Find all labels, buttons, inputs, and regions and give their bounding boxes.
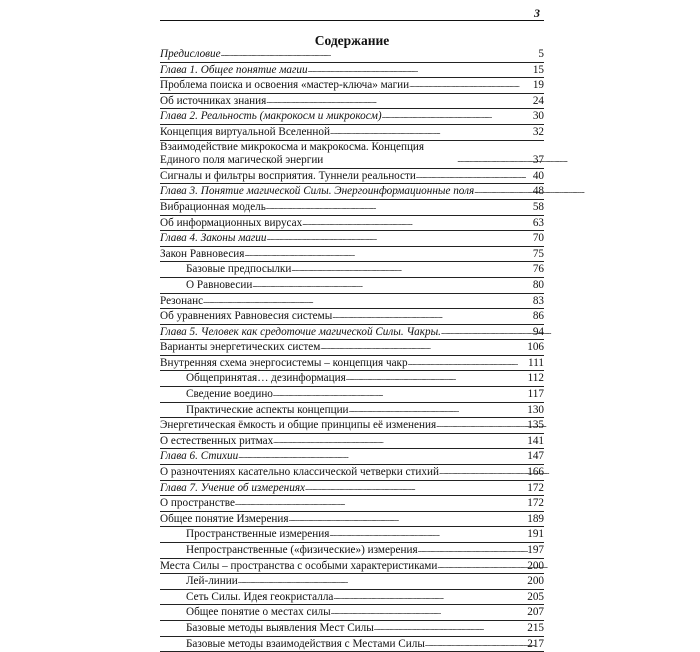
toc-entry-title: Об информационных вирусах <box>160 216 303 229</box>
toc-entry-title: Пространственные измерения <box>186 528 330 541</box>
toc-entry[interactable] <box>160 309 544 325</box>
toc-entry-title: Закон Равновесия <box>160 247 245 260</box>
header-rule <box>160 20 544 21</box>
toc-page-number: 172 <box>527 481 544 494</box>
toc-chapter-entry[interactable] <box>160 109 544 125</box>
toc-entry-title: Глава 2. Реальность (макрокосм и микрокосм) <box>160 110 382 123</box>
toc-entry[interactable] <box>160 371 544 387</box>
toc-entry[interactable] <box>160 216 544 232</box>
toc-page-number: 200 <box>527 559 544 572</box>
toc-dot-leader <box>244 247 532 262</box>
toc-dot-leader <box>238 449 527 464</box>
toc-entry-title: Взаимодействие микрокосма и макрокосма. Концепция Единого поля магической энергии <box>160 140 425 167</box>
toc-page-number: 70 <box>532 232 544 245</box>
toc-page-number: 86 <box>532 310 544 323</box>
toc-entry-title: Глава 1. Общее понятие магии <box>160 63 308 76</box>
toc-entry-title: Вибрационная модель <box>160 200 266 213</box>
toc-page-number: 130 <box>527 403 544 416</box>
toc-entry-title: Внутренняя схема энергосистемы – концепция чакр <box>160 356 408 369</box>
toc-dot-leader <box>408 356 528 371</box>
toc-page-number: 24 <box>532 94 544 107</box>
toc-dot-leader <box>437 559 527 574</box>
toc-entry-title: Глава 5. Человек как средоточие магической Силы. Чакры. <box>160 325 441 338</box>
toc-entry[interactable] <box>160 141 544 169</box>
toc-dot-leader <box>329 527 527 542</box>
toc-dot-leader <box>333 590 527 605</box>
toc-page-number: 37 <box>532 154 544 167</box>
toc-dot-leader <box>266 231 532 246</box>
toc-entry-title: Глава 7. Учение об измерениях <box>160 481 305 494</box>
toc-dot-leader <box>238 574 527 589</box>
toc-page-number: 48 <box>532 185 544 198</box>
toc-entry[interactable] <box>160 262 544 278</box>
toc-entry-title: О естественных ритмах <box>160 434 274 447</box>
toc-dot-leader <box>330 125 533 140</box>
toc-entry-title: Непространственные («физические») измерения <box>186 544 418 556</box>
toc-page-number: 76 <box>532 263 544 276</box>
toc-entry-title: Глава 3. Понятие магической Силы. Энергоинформационные поля <box>160 185 475 198</box>
toc-entry-title: Общепринятая… дезинформация <box>186 372 346 385</box>
toc-dot-leader <box>331 605 528 620</box>
toc-dot-leader <box>289 512 528 527</box>
page-number: 3 <box>534 6 540 20</box>
toc-entry-title: Базовые предпосылки <box>186 263 292 276</box>
toc-entry[interactable] <box>160 543 544 559</box>
toc-page-number: 189 <box>527 512 544 525</box>
toc-page-number: 217 <box>527 637 544 650</box>
toc-entry-title: Лей-линии <box>186 575 238 588</box>
toc-chapter-entry[interactable] <box>160 325 544 341</box>
toc-dot-leader <box>382 109 533 124</box>
toc-entry[interactable] <box>160 387 544 403</box>
toc-page-number: 141 <box>527 434 544 447</box>
toc-dot-leader <box>320 340 527 355</box>
toc-entry-title: Сигналы и фильтры восприятия. Туннели реальности <box>160 169 416 182</box>
toc-entry[interactable] <box>160 125 544 141</box>
toc-entry[interactable] <box>160 340 544 356</box>
toc-entry-title: Предисловие <box>160 48 221 60</box>
toc-entry-title: Об источниках знания <box>160 94 267 107</box>
toc-page-number: 147 <box>527 450 544 463</box>
toc-dot-leader <box>273 434 527 449</box>
toc-page-number: 191 <box>527 528 544 541</box>
toc-page-number: 63 <box>532 216 544 229</box>
toc-page-number: 197 <box>527 544 544 556</box>
toc-page-number: 83 <box>532 294 544 307</box>
toc-page-number: 215 <box>527 621 544 634</box>
toc-entry-title: Резонанс <box>160 294 204 307</box>
table-of-contents <box>160 47 544 652</box>
toc-dot-leader <box>252 278 532 293</box>
toc-page-number: 117 <box>527 388 544 401</box>
toc-dot-leader <box>221 47 539 62</box>
toc-page-number: 205 <box>527 590 544 603</box>
toc-chapter-entry[interactable] <box>160 47 544 63</box>
toc-entry[interactable] <box>160 496 544 512</box>
toc-page-number: 19 <box>532 79 544 92</box>
toc-dot-leader <box>203 294 533 309</box>
toc-page-number: 112 <box>527 372 544 385</box>
toc-dot-leader <box>436 418 527 433</box>
toc-entry[interactable] <box>160 418 544 434</box>
toc-entry-title: Сведение воедино <box>186 388 273 401</box>
toc-dot-leader <box>305 481 527 496</box>
toc-dot-leader <box>457 153 533 168</box>
toc-dot-leader <box>266 200 533 215</box>
toc-entry-title: Практические аспекты концепции <box>186 403 349 416</box>
toc-chapter-entry[interactable] <box>160 184 544 200</box>
toc-entry[interactable] <box>160 605 544 621</box>
toc-entry-title: О разночтениях касательно классической четверки стихий <box>160 466 439 479</box>
toc-page-number: 166 <box>527 466 544 479</box>
toc-page-number: 106 <box>527 341 544 354</box>
toc-entry[interactable] <box>160 434 544 450</box>
toc-entry[interactable] <box>160 637 544 652</box>
toc-chapter-entry[interactable] <box>160 63 544 79</box>
toc-page-number: 200 <box>527 575 544 588</box>
toc-entry[interactable] <box>160 247 544 263</box>
toc-dot-leader <box>416 169 533 184</box>
toc-entry-title: Концепция виртуальной Вселенной <box>160 125 330 138</box>
toc-entry-title: Об уравнениях Равновесия системы <box>160 310 333 323</box>
toc-entry[interactable] <box>160 559 544 575</box>
toc-entry[interactable] <box>160 200 544 216</box>
toc-page-number: 111 <box>528 356 544 369</box>
toc-entry-title: Энергетическая ёмкость и общие принципы её изменения <box>160 419 437 432</box>
toc-page-number: 40 <box>532 169 544 182</box>
toc-title: Содержание <box>314 33 390 48</box>
toc-entry[interactable] <box>160 356 544 372</box>
toc-entry-title: Проблема поиска и освоения «мастер-ключа» магии <box>160 79 410 92</box>
toc-entry[interactable] <box>160 527 544 543</box>
toc-entry[interactable] <box>160 512 544 528</box>
toc-dot-leader <box>273 387 528 402</box>
toc-entry[interactable] <box>160 590 544 606</box>
toc-dot-leader <box>374 621 527 636</box>
toc-entry-title: Общее понятие о местах силы <box>186 606 331 619</box>
toc-page-number: 58 <box>532 200 544 213</box>
toc-dot-leader <box>439 465 527 480</box>
toc-dot-leader <box>346 371 528 386</box>
toc-entry[interactable] <box>160 621 544 637</box>
toc-entry-title: Общее понятие Измерения <box>160 512 289 525</box>
toc-dot-leader <box>349 403 528 418</box>
toc-entry-title: Глава 6. Стихии <box>160 450 239 463</box>
toc-chapter-entry[interactable] <box>160 231 544 247</box>
toc-dot-leader <box>418 543 528 558</box>
toc-entry[interactable] <box>160 78 544 94</box>
toc-page-number: 32 <box>532 125 544 138</box>
toc-entry[interactable] <box>160 403 544 419</box>
toc-chapter-entry[interactable] <box>160 449 544 465</box>
toc-dot-leader <box>409 78 533 93</box>
toc-dot-leader <box>308 63 533 78</box>
toc-page-number: 94 <box>532 325 544 338</box>
toc-dot-leader <box>425 637 527 652</box>
toc-page-number: 5 <box>538 48 544 60</box>
toc-entry[interactable] <box>160 574 544 590</box>
toc-dot-leader <box>332 309 533 324</box>
toc-entry[interactable] <box>160 294 544 310</box>
toc-entry[interactable] <box>160 465 544 481</box>
toc-page-number: 172 <box>527 497 544 510</box>
toc-page-number: 80 <box>532 278 544 291</box>
toc-dot-leader <box>291 262 532 277</box>
toc-page-number: 15 <box>532 63 544 76</box>
toc-entry[interactable] <box>160 169 544 185</box>
toc-entry-title: Базовые методы взаимодействия с Местами Силы <box>186 637 425 650</box>
toc-entry[interactable] <box>160 278 544 294</box>
toc-dot-leader <box>302 216 533 231</box>
toc-entry-title: Базовые методы выявления Мест Силы <box>186 621 374 634</box>
toc-page-number: 135 <box>527 419 544 432</box>
toc-entry[interactable] <box>160 94 544 110</box>
toc-page-number: 207 <box>527 606 544 619</box>
toc-dot-leader <box>235 496 527 511</box>
toc-entry-title: Места Силы – пространства с особыми характеристиками <box>160 559 438 572</box>
toc-entry-title: Варианты энергетических систем <box>160 341 321 354</box>
toc-entry-title: О пространстве <box>160 497 235 510</box>
toc-dot-leader <box>441 325 533 340</box>
toc-entry-title: Сеть Силы. Идея геокристалла <box>186 590 334 603</box>
toc-dot-leader <box>474 184 533 199</box>
toc-dot-leader <box>266 94 533 109</box>
toc-page-number: 75 <box>532 247 544 260</box>
toc-entry-title: О Равновесии <box>186 278 253 291</box>
toc-entry-title: Глава 4. Законы магии <box>160 232 267 245</box>
toc-chapter-entry[interactable] <box>160 481 544 497</box>
toc-page-number: 30 <box>532 110 544 123</box>
